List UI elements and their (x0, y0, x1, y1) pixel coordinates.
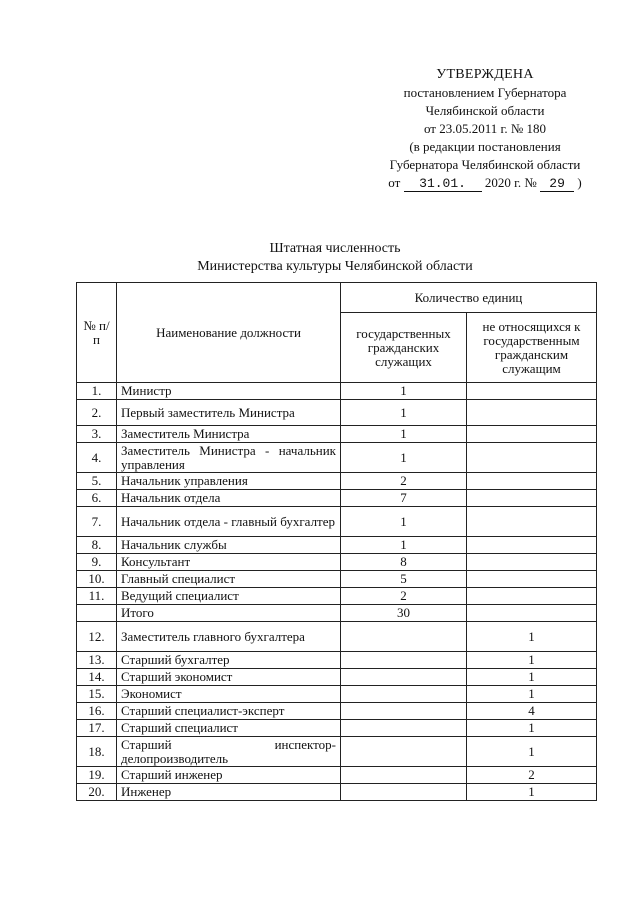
approval-line-5: Губернатора Челябинской области (389, 157, 581, 172)
civil-servants-count (341, 669, 467, 686)
position-name: Старший специалист-эксперт (117, 703, 341, 720)
approval-line-6 (360, 174, 610, 192)
non-civil-count: 1 (467, 622, 597, 652)
table-row (77, 703, 597, 720)
title-line-2: Министерства культуры Челябинской области (197, 259, 473, 274)
non-civil-count (467, 490, 597, 507)
civil-servants-count (341, 720, 467, 737)
approval-number-fill: 29 (540, 176, 574, 192)
non-civil-count: 1 (467, 720, 597, 737)
header-num: № п/п (77, 283, 117, 383)
table-row (77, 443, 597, 473)
non-civil-count (467, 400, 597, 426)
civil-servants-count: 1 (341, 383, 467, 400)
civil-servants-count (341, 703, 467, 720)
row-number: 13. (77, 652, 117, 669)
approval-prefix: от (388, 175, 401, 190)
table-row (77, 537, 597, 554)
row-number: 20. (77, 784, 117, 801)
non-civil-count: 1 (467, 737, 597, 767)
position-name: Старший экономист (117, 669, 341, 686)
position-name: Начальник отдела (117, 490, 341, 507)
position-name: Экономист (117, 686, 341, 703)
row-number: 16. (77, 703, 117, 720)
row-number: 3. (77, 426, 117, 443)
header-civil: государственных гражданских служащих (341, 313, 467, 383)
position-name: Заместитель Министра (117, 426, 341, 443)
position-name: Начальник службы (117, 537, 341, 554)
civil-servants-count: 2 (341, 473, 467, 490)
row-number: 12. (77, 622, 117, 652)
table-row (77, 554, 597, 571)
position-name: Итого (117, 605, 341, 622)
position-name: Старший инспектор-делопроизводитель (117, 737, 341, 767)
non-civil-count: 1 (467, 652, 597, 669)
non-civil-count (467, 473, 597, 490)
approval-date-fill: 31.01. (404, 176, 482, 192)
non-civil-count: 2 (467, 767, 597, 784)
civil-servants-count: 1 (341, 426, 467, 443)
table-row (77, 767, 597, 784)
non-civil-count: 4 (467, 703, 597, 720)
non-civil-count (467, 443, 597, 473)
non-civil-count: 1 (467, 686, 597, 703)
row-number: 2. (77, 400, 117, 426)
row-number: 9. (77, 554, 117, 571)
position-name: Начальник отдела - главный бухгалтер (117, 507, 341, 537)
table-row (77, 571, 597, 588)
non-civil-count (467, 554, 597, 571)
position-name: Первый заместитель Министра (117, 400, 341, 426)
non-civil-count (467, 605, 597, 622)
table-row (77, 400, 597, 426)
non-civil-count: 1 (467, 784, 597, 801)
civil-servants-count: 5 (341, 571, 467, 588)
non-civil-count (467, 507, 597, 537)
non-civil-count (467, 537, 597, 554)
table-row (77, 737, 597, 767)
row-number: 4. (77, 443, 117, 473)
civil-servants-count: 1 (341, 537, 467, 554)
approval-heading: УТВЕРЖДЕНА (436, 67, 534, 82)
approval-year: 2020 г. № (484, 175, 537, 190)
civil-servants-count (341, 686, 467, 703)
approval-block (360, 66, 610, 192)
position-name: Ведущий специалист (117, 588, 341, 605)
row-number: 15. (77, 686, 117, 703)
civil-servants-count (341, 652, 467, 669)
table-row (77, 473, 597, 490)
position-name: Инженер (117, 784, 341, 801)
position-name: Главный специалист (117, 571, 341, 588)
position-name: Начальник управления (117, 473, 341, 490)
civil-servants-count: 8 (341, 554, 467, 571)
civil-servants-count: 30 (341, 605, 467, 622)
civil-servants-count: 1 (341, 400, 467, 426)
title-line-1: Штатная численность (269, 241, 401, 256)
row-number: 1. (77, 383, 117, 400)
header-non-civil: не относящихся к государственным гражданским служащим (467, 313, 597, 383)
non-civil-count: 1 (467, 669, 597, 686)
header-count-group: Количество единиц (341, 283, 597, 313)
approval-suffix: ) (577, 175, 582, 190)
table-row (77, 507, 597, 537)
civil-servants-count (341, 622, 467, 652)
civil-servants-count (341, 767, 467, 784)
civil-servants-count: 1 (341, 443, 467, 473)
position-name: Консультант (117, 554, 341, 571)
non-civil-count (467, 571, 597, 588)
approval-line-2: Челябинской области (425, 103, 545, 118)
staff-table (76, 282, 597, 801)
position-name: Старший специалист (117, 720, 341, 737)
table-row (77, 720, 597, 737)
table-row (77, 784, 597, 801)
civil-servants-count (341, 784, 467, 801)
civil-servants-count: 2 (341, 588, 467, 605)
non-civil-count (467, 588, 597, 605)
row-number: 10. (77, 571, 117, 588)
table-row (77, 490, 597, 507)
table-row (77, 426, 597, 443)
row-number (77, 605, 117, 622)
row-number: 5. (77, 473, 117, 490)
position-name: Заместитель Министра - начальник управления (117, 443, 341, 473)
document-title (120, 240, 550, 276)
civil-servants-count (341, 737, 467, 767)
row-number: 14. (77, 669, 117, 686)
row-number: 18. (77, 737, 117, 767)
row-number: 7. (77, 507, 117, 537)
approval-line-4: (в редакции постановления (409, 139, 561, 154)
position-name: Заместитель главного бухгалтера (117, 622, 341, 652)
table-row (77, 605, 597, 622)
row-number: 19. (77, 767, 117, 784)
table-row (77, 686, 597, 703)
header-position: Наименование должности (117, 283, 341, 383)
non-civil-count (467, 383, 597, 400)
row-number: 6. (77, 490, 117, 507)
row-number: 17. (77, 720, 117, 737)
table-row (77, 669, 597, 686)
position-name: Министр (117, 383, 341, 400)
row-number: 11. (77, 588, 117, 605)
position-name: Старший бухгалтер (117, 652, 341, 669)
table-row (77, 588, 597, 605)
table-row (77, 652, 597, 669)
position-name: Старший инженер (117, 767, 341, 784)
civil-servants-count: 1 (341, 507, 467, 537)
table-row (77, 383, 597, 400)
row-number: 8. (77, 537, 117, 554)
table-row (77, 622, 597, 652)
approval-line-1: постановлением Губернатора (403, 85, 567, 100)
civil-servants-count: 7 (341, 490, 467, 507)
non-civil-count (467, 426, 597, 443)
approval-line-3: от 23.05.2011 г. № 180 (423, 121, 547, 136)
